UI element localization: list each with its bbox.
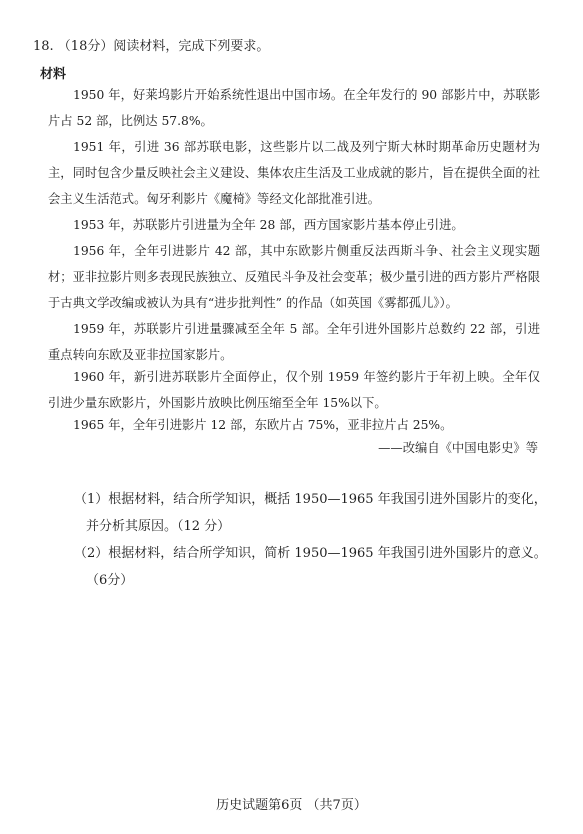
sub-question-2: （2）根据材料，结合所学知识，简析 1950—1965 年我国引进外国影片的意义。（6分） bbox=[74, 546, 547, 588]
material-paragraph: 1956 年，全年引进影片 42 部，其中东欧影片侧重反法西斯斗争、社会主义现实题材；亚非拉影片则多表现民族独立、反殖民斗争及社会变革；极少量引进的西方影片严格限于古典文学改编或被认为具有“进步批判性” 的作品（如英国《雾都孤儿》）。 bbox=[48, 244, 540, 310]
material-paragraph: 1951 年，引进 36 部苏联电影，这些影片以二战及列宁斯大林时期革命历史题材为主，同时包含少量反映社会主义建设、集体农庄生活及工业成就的影片，旨在提供全面的社会主义生活范式。匈牙利影片《魔椅》等经文化部批准引进。 bbox=[48, 140, 540, 206]
material-title: 材料 bbox=[40, 67, 67, 82]
source-citation: ——改编自《中国电影史》等 bbox=[378, 441, 538, 455]
material-paragraph: 1953 年，苏联影片引进量为全年 28 部，西方国家影片基本停止引进。 bbox=[73, 218, 464, 232]
material-paragraph: 1959 年，苏联影片引进量骤减至全年 5 部。全年引进外国影片总数约 22 部，引进重点转向东欧及亚非拉国家影片。 bbox=[48, 322, 540, 362]
page-footer: 历史试题第6页 （共7页） bbox=[216, 798, 367, 813]
material-paragraph: 1960 年，新引进苏联影片全面停止，仅个别 1959 年签约影片于年初上映。全年仅引进少量东欧影片，外国影片放映比例压缩至全年 15%以下。 bbox=[48, 370, 540, 410]
material-paragraph: 1950 年，好莱坞影片开始系统性退出中国市场。在全年发行的 90 部影片中，苏联影片占 52 部，比例达 57.8%。 bbox=[48, 88, 540, 128]
sub-question-1: （1）根据材料，结合所学知识，概括 1950—1965 年我国引进外国影片的变化，并分析其原因。（12 分） bbox=[74, 492, 547, 534]
question-header: 18. （18分）阅读材料，完成下列要求。 bbox=[33, 39, 270, 54]
material-paragraph: 1965 年，全年引进影片 12 部，东欧片占 75%，亚非拉片占 25%。 bbox=[73, 418, 453, 432]
